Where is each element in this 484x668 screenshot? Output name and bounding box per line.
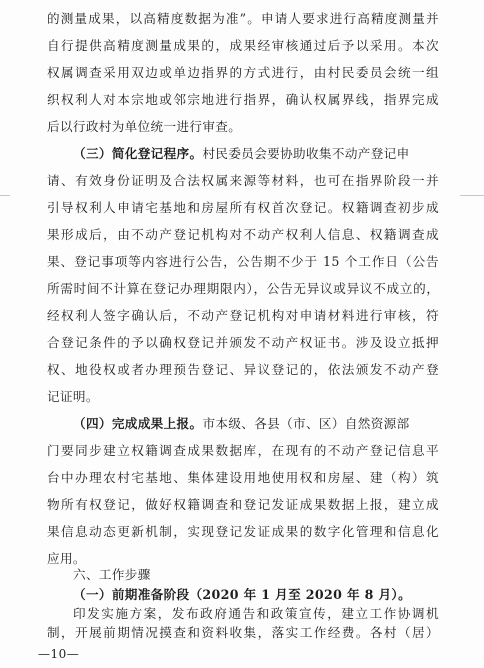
text-line: 门要同步建立权籍调查成果数据库，在现有的不动产登记信息平 [47,443,439,458]
text-line: 应用。 [47,551,86,566]
paragraph-four [73,415,439,432]
paragraph-three-lead: 村民委员会要协助收集不动产登记申 [202,146,410,161]
text-line: 经权利人签字确认后，不动产登记机构对申请材料进行审核，符 [47,308,439,323]
text-line: 所需时间不计算在登记办理期限内），公告无异议或异议不成立的， [47,281,439,296]
text-line: 织权利人对本宗地或邻宗地进行指界，确认权属界线，指界完成 [47,92,439,107]
text-line: 果形成后，由不动产登记机构对不动产权利人信息、权籍调查成 [47,227,439,242]
text-line: 果信息动态更新机制，实现登记发证成果的数字化管理和信息化 [47,524,439,539]
margin-mark-left [0,195,10,196]
text-line: 权属调查采用双边或单边指界的方式进行，由村民委员会统一组 [47,65,439,80]
text-line: 自行提供高精度测量成果的，成果经审核通过后予以采用。本次 [47,38,439,53]
text-line: 物所有权登记，做好权籍调查和登记发证成果数据上报，建立成 [47,497,439,512]
paragraph-three [73,145,439,162]
section-heading-six-one: （一）前期准备阶段（2020 年 1 月至 2020 年 8 月）。 [73,587,412,602]
section-heading-four: （四）完成成果上报。 [73,416,203,431]
text-line: 权、地役权或者办理预告登记、异议登记的，依法颁发不动产登 [47,362,439,377]
text-line: 请、有效身份证明及合法权属来源等材料，也可在指界阶段一并 [47,173,439,188]
margin-mark-right [460,195,484,196]
text-line: 印发实施方案，发布政府通告和政策宣传，建立工作协调机 [73,606,439,621]
section-heading-three: （三）简化登记程序。 [73,146,203,161]
text-line: 果、登记事项等内容进行公告，公告期不少于 15 个工作日（公告 [47,254,439,269]
text-line: 合登记条件的予以确权登记并颁发不动产权证书。涉及设立抵押 [47,335,439,350]
text-line: 后以行政村为单位统一进行审查。 [47,119,242,134]
text-line: 记证明。 [47,389,99,404]
text-line: 制，开展前期情况摸查和资料收集，落实工作经费。各村（居） [47,625,439,640]
section-heading-six: 六、工作步骤 [73,567,151,582]
text-line: 的测量成果，以高精度数据为准”。申请人要求进行高精度测量并 [47,11,439,26]
paragraph-four-lead: 市本级、各县（市、区）自然资源部 [202,416,410,431]
page-number: —10— [38,647,80,661]
text-line: 引导权利人申请宅基地和房屋所有权首次登记。权籍调查初步成 [47,200,439,215]
text-line: 台中办理农村宅基地、集体建设用地使用权和房屋、建（构）筑 [47,470,439,485]
